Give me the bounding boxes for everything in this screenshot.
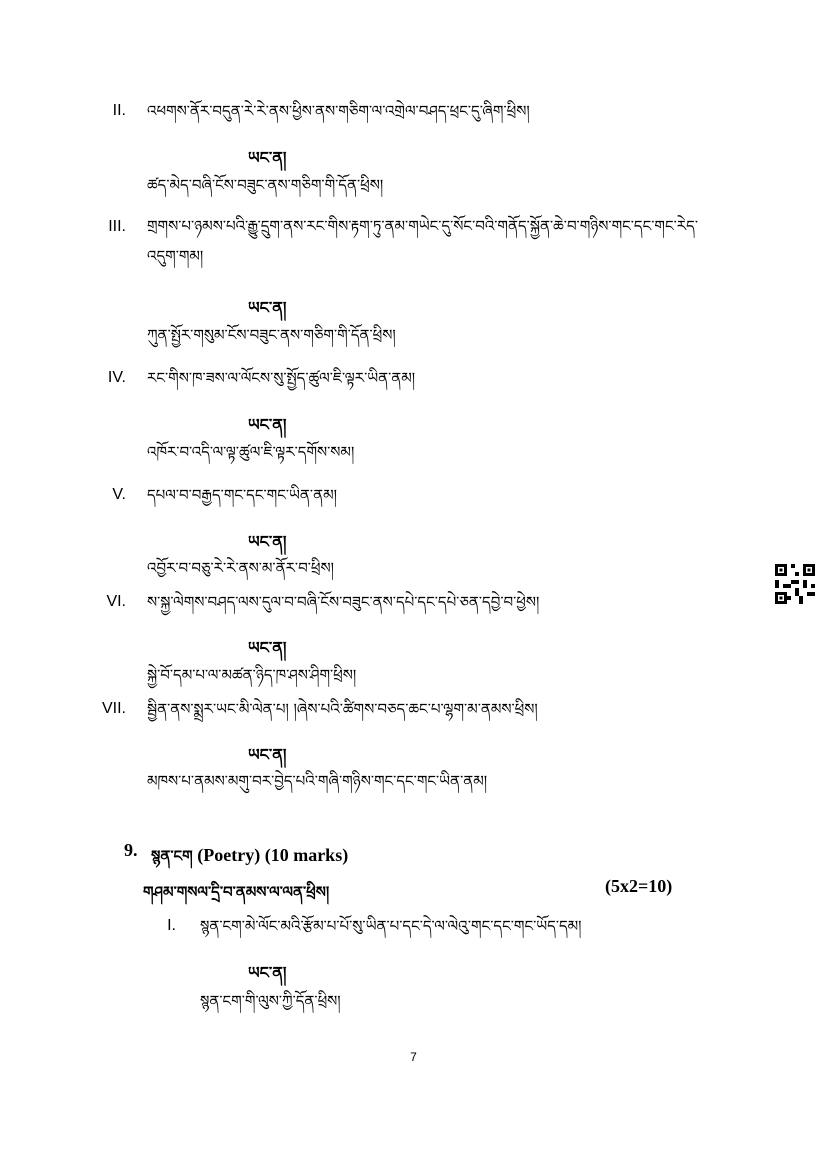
alternative-label: ཡང་ན།: [248, 963, 287, 982]
question-number: II.: [112, 102, 126, 119]
alternative-text: འཁོར་བ་འདི་ལ་ལྟ་ཚུལ་ཇི་ལྟར་དགོས་སམ།: [147, 443, 355, 461]
question-text: གྲགས་པ་ཉམས་པའི་རྒྱུ་དྲུག་ནས་རང་གིས་རྟག་ཏུ་ནམ་གཡེང་དུ་སོང་བའི་གནོད་སྐྱོན་ཆེ་བ་གཉིས་གང་དང་གང་རེད་འདུག་གམ།: [147, 217, 698, 265]
question-text: སྙན་ངག་མེ་ལོང་མའི་རྩོམ་པ་པོ་སུ་ཡིན་པ་དང་དེ་ལ་ལེའུ་གང་དང་གང་ཡོད་དམ།: [200, 917, 582, 935]
alternative-label: ཡང་ན།: [248, 532, 287, 551]
alternative-label: ཡང་ན།: [248, 148, 287, 167]
question-text: ས་སྐྱ་ལེགས་བཤད་ལས་དུལ་བ་བཞི་ངོས་བཟུང་ནས་དཔེ་དང་དཔེ་ཅན་དབྱེ་བ་ཕྱེས།: [147, 593, 540, 611]
question-number: V.: [112, 486, 126, 503]
question-number: VII.: [101, 700, 126, 717]
question-number: I.: [167, 917, 176, 934]
alternative-text: ཀུན་སྤྱོར་གསུམ་ངོས་བཟུང་ནས་གཅིག་གི་དོན་ཕྲིས།: [147, 326, 396, 344]
question-text: འཕགས་ནོར་བདུན་རེ་རེ་ནས་ཕྱིས་ནས་གཅིག་ལ་འགྲེལ་བཤད་ཕྲང་དུ་ཞིག་ཕྲིས།: [147, 102, 530, 120]
qr-code-icon: [775, 564, 815, 604]
section-number: 9.: [124, 840, 138, 860]
alternative-text: སྙན་ངག་གི་ལུས་ཀྱི་དོན་ཕྲིས།: [200, 992, 341, 1010]
alternative-text: འབྱོར་བ་བཅུ་རེ་རེ་ནས་མ་ནོར་བ་ཕྲིས།: [147, 559, 334, 577]
question-number: IV.: [107, 369, 126, 386]
section-instruction: གཤམ་གསལ་དྲི་བ་ནམས་ལ་ལན་ཕྲིས།: [143, 883, 330, 901]
alternative-label: ཡང་ན།: [248, 745, 287, 764]
alternative-label: ཡང་ན།: [248, 638, 287, 657]
alternative-label: ཡང་ན།: [248, 415, 287, 434]
page-number: 7: [410, 1050, 417, 1064]
alternative-text: མཁས་པ་ནམས་མགུ་བར་བྱེད་པའི་གཞི་གཉིས་གང་དང་གང་ཡིན་ནམ།: [147, 772, 488, 790]
section-marks: (5x2=10): [605, 876, 673, 896]
question-text: དཔལ་བ་བརྒྱད་གང་དང་གང་ཡིན་ནམ།: [147, 486, 337, 504]
question-number: III.: [108, 218, 126, 235]
alternative-label: ཡང་ན།: [248, 298, 287, 317]
section-title-english: (Poetry) (10 marks): [197, 845, 349, 865]
alternative-text: སྐྱེ་བོ་དམ་པ་ལ་མཚན་ཉིད་ཁ་ཤས་ཤིག་ཕྲིས།: [147, 666, 357, 684]
question-text: སྦྱིན་ནས་སྨྲར་ཡང་མི་ལེན་པ། །ཞེས་པའི་ཚིགས་བཅད་ཆང་པ་ལྷག་མ་ནམས་ཕྲིས།: [147, 700, 538, 718]
alternative-text: ཚད་མེད་བཞི་ངོས་བཟུང་ནས་གཅིག་གི་དོན་ཕྲིས།: [147, 176, 384, 194]
section-title-tibetan: སྙན་ངག: [151, 847, 193, 865]
question-text: རང་གིས་ཁ་ཟས་ལ་ལོངས་སུ་སྤྱོད་ཚུལ་ཇི་ལྟར་ཡིན་ནམ།: [147, 369, 416, 387]
question-number: VI.: [106, 593, 126, 610]
